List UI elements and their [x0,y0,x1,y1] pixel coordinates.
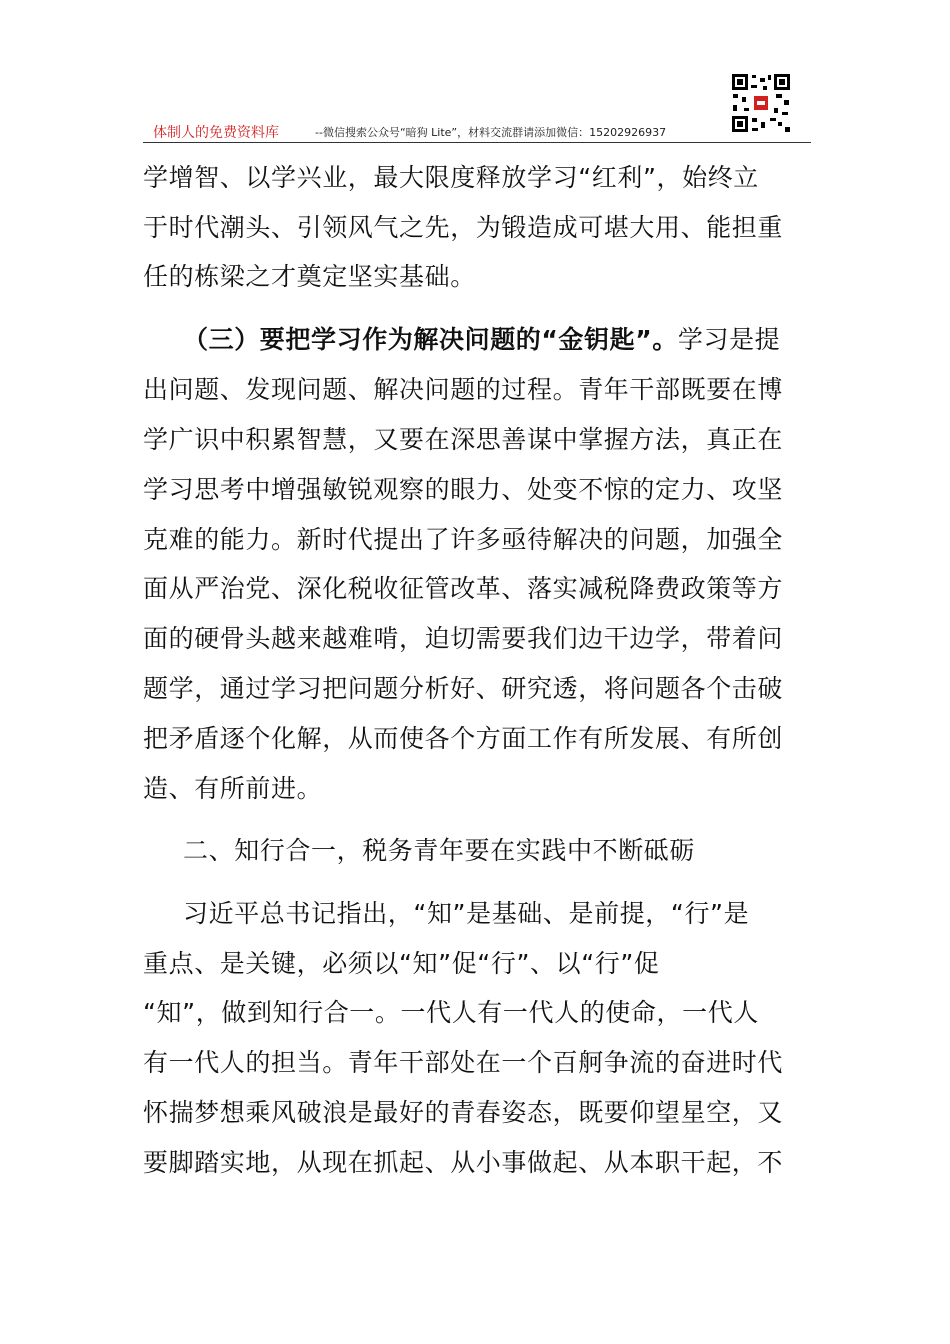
text-line: 把矛盾逐个化解，从而使各个方面工作有所发展、有所创 [143,724,784,753]
text-line: 怀揣梦想乘风破浪是最好的青春姿态，既要仰望星空，又 [143,1098,784,1127]
brand-text: 体制人的免费资料库 [153,125,279,141]
text-line: 题学，通过学习把问题分析好、研究透，将问题各个击破 [143,674,784,703]
section3-heading: （三）要把学习作为解决问题的“金钥匙”。 [183,325,678,354]
header-note: --微信搜索公众号“暗狗 Lite”，材料交流群请添加微信：15202926937 [315,126,667,139]
page-header [143,112,811,143]
text-line: 重点、是关键，必须以“知”促“行”、以“行”促 [143,949,660,978]
section3-paragraph-start [183,325,863,355]
qr-code-icon [730,72,792,134]
text-line: 面从严治党、深化税收征管改革、落实减税降费政策等方 [143,574,784,603]
text-line: 学增智、以学兴业，最大限度释放学习“红利”，始终立 [143,163,759,192]
text-line: 任的栋梁之才奠定坚实基础。 [143,262,476,291]
text-line: 学习思考中增强敏锐观察的眼力、处变不惊的定力、攻坚 [143,475,784,504]
text-line: 面的硬骨头越来越难啃，迫切需要我们边干边学，带着问 [143,624,784,653]
text-line: 有一代人的担当。青年干部处在一个百舸争流的奋进时代 [143,1048,784,1077]
section2-heading: 二、知行合一，税务青年要在实践中不断砥砺 [183,836,696,865]
text-line: 要脚踏实地，从现在抓起、从小事做起、从本职干起，不 [143,1148,784,1177]
text-line: 习近平总书记指出，“知”是基础、是前提，“行”是 [183,899,750,928]
text-line: 出问题、发现问题、解决问题的过程。青年干部既要在博 [143,375,784,404]
text-line: 克难的能力。新时代提出了许多亟待解决的问题，加强全 [143,525,784,554]
text-line: 学广识中积累智慧，又要在深思善谋中掌握方法，真正在 [143,425,784,454]
section3-lead: 学习是提 [677,325,781,354]
text-line: “知”，做到知行合一。一代人有一代人的使命，一代人 [143,998,759,1027]
text-line: 于时代潮头、引领风气之先，为锻造成可堪大用、能担重 [143,213,784,242]
text-line: 造、有所前进。 [143,774,323,803]
